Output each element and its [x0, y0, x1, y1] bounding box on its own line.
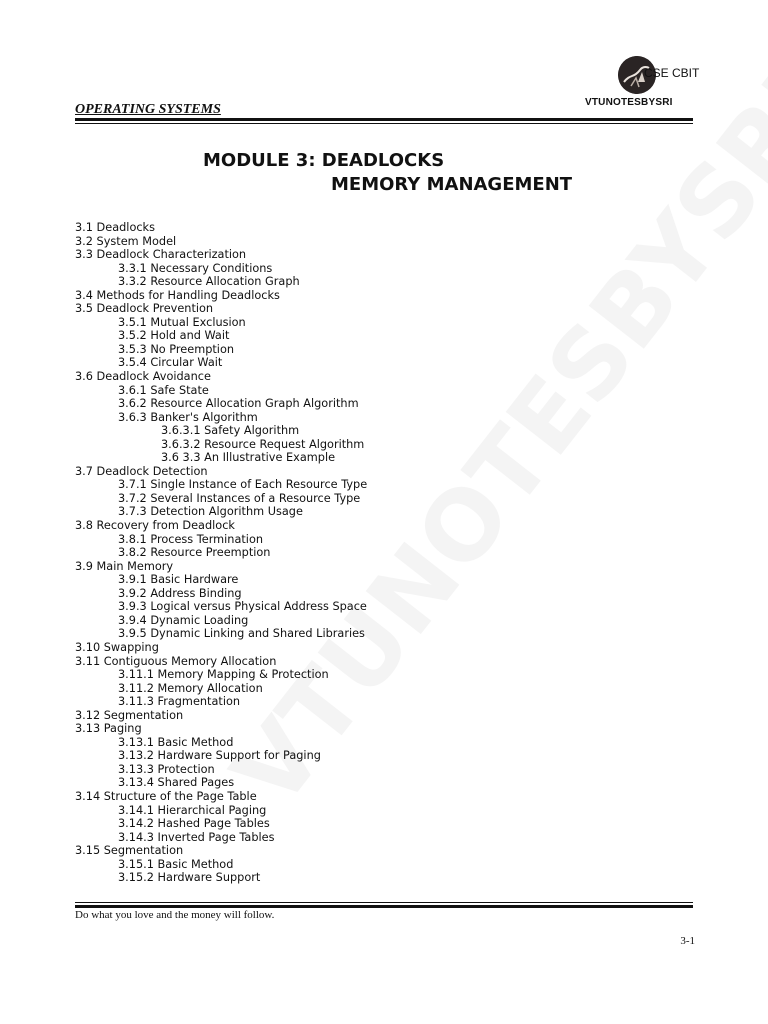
toc-entry: 3.14 Structure of the Page Table — [75, 789, 257, 803]
toc-entry: 3.3 Deadlock Characterization — [75, 248, 247, 262]
toc-entry: 3.9.4 Dynamic Loading — [118, 613, 249, 627]
toc-entry: 3.2 System Model — [75, 234, 177, 248]
toc-entry: 3.9.3 Logical versus Physical Address Space — [118, 600, 367, 614]
toc-entry: 3.8.1 Process Termination — [118, 532, 264, 546]
module-title: MODULE 3: DEADLOCKS — [203, 150, 445, 171]
course-title: OPERATING SYSTEMS — [75, 102, 221, 117]
toc-entry: 3.13.1 Basic Method — [118, 735, 234, 749]
toc-entry: 3.14.3 Inverted Page Tables — [118, 830, 275, 844]
toc-entry: 3.5.2 Hold and Wait — [118, 329, 230, 343]
toc-entry: 3.9.1 Basic Hardware — [118, 573, 239, 587]
footer-rule-thick — [75, 905, 693, 908]
toc-entry: 3.7.2 Several Instances of a Resource Type — [118, 491, 361, 505]
header-rule-thin — [75, 123, 693, 124]
toc-entry: 3.7.3 Detection Algorithm Usage — [118, 505, 303, 519]
toc-entry: 3.13 Paging — [75, 722, 142, 736]
table-of-contents — [75, 221, 367, 885]
logo-text: CSE CBIT — [644, 66, 700, 80]
page-number: 3-1 — [680, 935, 695, 947]
toc-entry: 3.6.2 Resource Allocation Graph Algorithm — [118, 397, 359, 411]
toc-entry: 3.4 Methods for Handling Deadlocks — [75, 288, 280, 302]
footer-quote: Do what you love and the money will follow. — [75, 909, 275, 921]
toc-entry: 3.13.2 Hardware Support for Paging — [118, 749, 321, 763]
toc-entry: 3.3.1 Necessary Conditions — [118, 261, 273, 275]
toc-entry: 3.5.3 No Preemption — [118, 342, 235, 356]
toc-entry: 3.15.1 Basic Method — [118, 857, 234, 871]
toc-entry: 3.10 Swapping — [75, 640, 159, 654]
toc-entry: 3.11.1 Memory Mapping & Protection — [118, 668, 329, 682]
module-subtitle: MEMORY MANAGEMENT — [331, 174, 573, 195]
logo — [616, 56, 706, 96]
toc-entry: 3.6 3.3 An Illustrative Example — [161, 451, 336, 465]
logo-subtext: VTUNOTESBYSRI — [585, 97, 673, 108]
toc-entry: 3.5 Deadlock Prevention — [75, 302, 214, 316]
toc-entry: 3.9 Main Memory — [75, 559, 174, 573]
toc-entry: 3.13.3 Protection — [118, 762, 215, 776]
toc-entry: 3.15.2 Hardware Support — [118, 871, 261, 885]
toc-entry: 3.8.2 Resource Preemption — [118, 546, 271, 560]
toc-entry: 3.6.3.1 Safety Algorithm — [161, 424, 300, 438]
toc-entry: 3.1 Deadlocks — [75, 221, 155, 234]
toc-entry: 3.7 Deadlock Detection — [75, 464, 208, 478]
toc-entry: 3.11.3 Fragmentation — [118, 695, 241, 709]
toc-entry: 3.9.2 Address Binding — [118, 586, 242, 600]
toc-entry: 3.7.1 Single Instance of Each Resource Type — [118, 478, 368, 492]
header-rule-thick — [75, 118, 693, 121]
toc-entry: 3.8 Recovery from Deadlock — [75, 519, 235, 533]
toc-entry: 3.9.5 Dynamic Linking and Shared Libraries — [118, 627, 365, 641]
toc-entry: 3.6.3 Banker's Algorithm — [118, 410, 258, 424]
toc-entry: 3.3.2 Resource Allocation Graph — [118, 275, 300, 289]
toc-entry: 3.6 Deadlock Avoidance — [75, 370, 211, 384]
toc-entry: 3.11 Contiguous Memory Allocation — [75, 654, 277, 668]
toc-entry: 3.6.3.2 Resource Request Algorithm — [161, 437, 365, 451]
toc-entry: 3.14.2 Hashed Page Tables — [118, 817, 270, 831]
toc-entry: 3.15 Segmentation — [75, 844, 184, 858]
footer-rule-thin — [75, 902, 693, 903]
toc-entry: 3.11.2 Memory Allocation — [118, 681, 263, 695]
toc-entry: 3.5.4 Circular Wait — [118, 356, 223, 370]
toc-entry: 3.13.4 Shared Pages — [118, 776, 235, 790]
toc-entry: 3.5.1 Mutual Exclusion — [118, 315, 246, 329]
toc-entry: 3.12 Segmentation — [75, 708, 184, 722]
toc-entry: 3.14.1 Hierarchical Paging — [118, 803, 267, 817]
toc-entry: 3.6.1 Safe State — [118, 383, 209, 397]
